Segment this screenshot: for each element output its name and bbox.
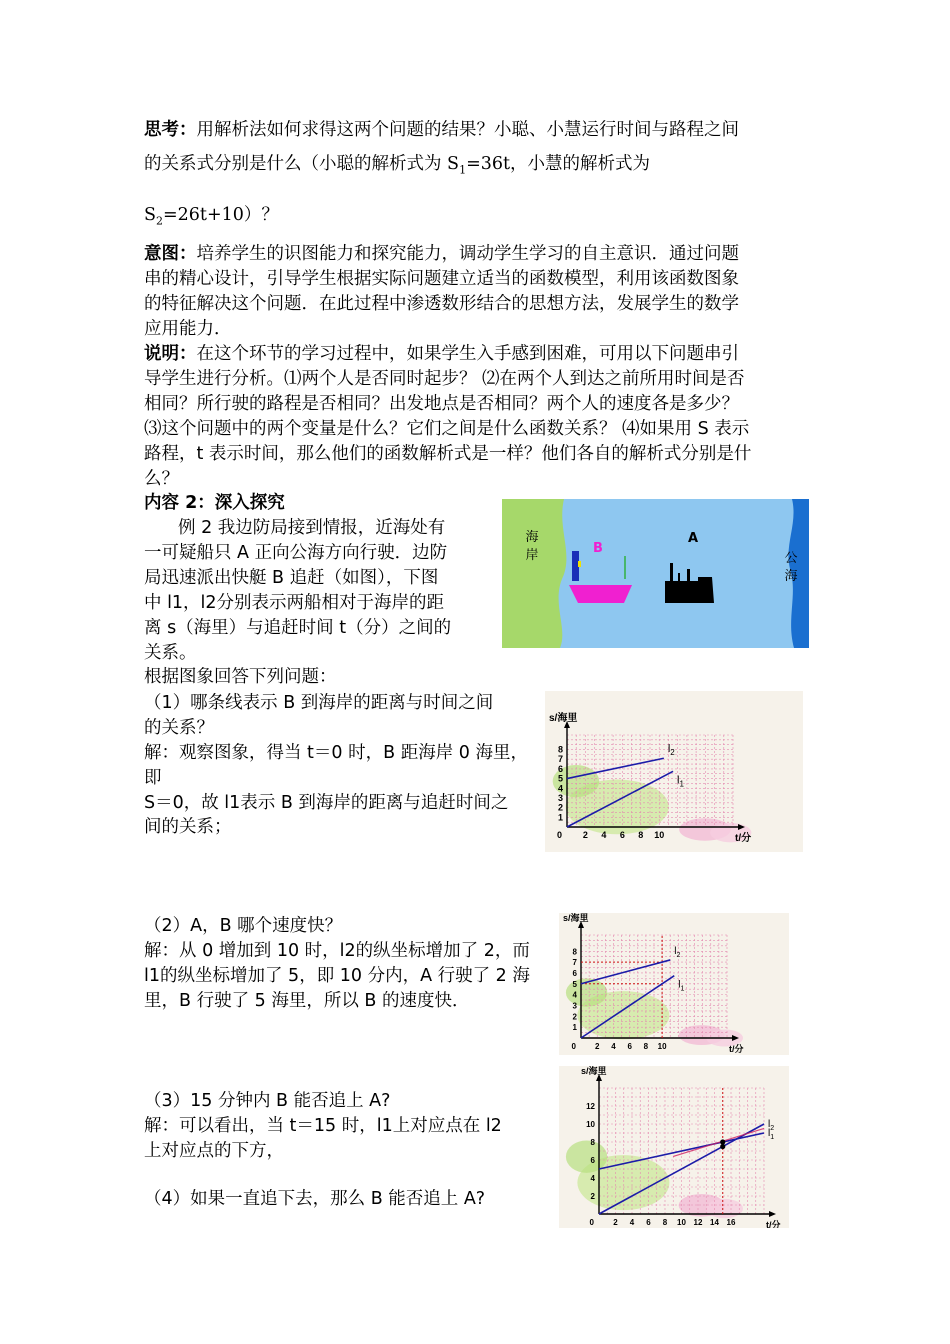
example-line-5: 离 s（海里）与追赶时间 t（分）之间的 [144, 618, 452, 638]
intent-line-1 [144, 242, 739, 266]
chase-scene-figure [502, 499, 809, 648]
x-tick-label: 6 [627, 1042, 632, 1051]
section-title: 内容 2：深入探究 [144, 493, 285, 513]
coast-label-char: 海 [525, 530, 539, 545]
origin-label: 0 [571, 1042, 576, 1051]
y-tick-label: 7 [572, 958, 577, 968]
coast-label-char: 岸 [525, 548, 539, 563]
q3-line-2: 解：可以看出，当 t＝15 时，l1上对应点在 l2 [144, 1116, 502, 1136]
boat-b-hull [569, 585, 632, 603]
note-label: 说明： [144, 344, 197, 364]
x-tick-label: 6 [619, 830, 625, 840]
answer-prompt: 根据图象回答下列问题： [144, 667, 337, 687]
note-line-4: ⑶这个问题中的两个变量是什么？它们之间是什么函数关系？ ⑷如果用 S 表示 [144, 419, 750, 439]
series-label-l2: $l_2$ [768, 1119, 775, 1132]
boat-a-label: A [687, 531, 699, 546]
q1-line-5: S＝0，故 l1表示 B 到海岸的距离与追赶时间之 [144, 793, 509, 813]
intent-line-2: 串的精心设计，引导学生根据实际问题建立适当的函数模型，利用该函数图象 [144, 269, 739, 289]
y-axis-title: s/海里 [549, 713, 578, 724]
x-axis-title: t/分 [729, 1044, 744, 1054]
y-tick-label: 3 [557, 792, 563, 803]
q4-line: （4）如果一直追下去，那么 B 能否追上 A? [144, 1189, 486, 1209]
series-label-sub: 1 [680, 985, 685, 993]
y-tick-label: 12 [586, 1102, 595, 1111]
chart-1-container [545, 691, 803, 852]
chart-2 [559, 913, 789, 1055]
q3-line-1: （3）15 分钟内 B 能否追上 A? [144, 1091, 391, 1111]
x-tick-label: 2 [613, 1218, 618, 1227]
series-label-sub: 2 [670, 748, 675, 758]
y-axis-title: s/海里 [563, 913, 589, 923]
example-line-3: 局迅速派出快艇 B 追赶（如图），下图 [144, 568, 439, 588]
series-label-sub: 2 [770, 1125, 775, 1132]
note-line-5: 路程，t 表示时间，那么他们的函数解析式是一样？他们各自的解析式分别是什 [144, 444, 752, 464]
x-tick-label: 2 [594, 1042, 600, 1051]
y-tick-label: 3 [572, 1001, 577, 1011]
q2-line-4: 里，B 行驶了 5 海里，所以 B 的速度快． [144, 991, 470, 1011]
y-tick-label: 1 [572, 1023, 577, 1033]
think-sub-1: 1 [459, 163, 467, 177]
y-tick-label: 2 [590, 1192, 595, 1201]
think-line-1 [144, 118, 739, 142]
series-label-l1: $l_1$ [768, 1128, 775, 1141]
y-tick-label: 6 [590, 1156, 595, 1165]
y-tick-label: 10 [586, 1120, 595, 1129]
x-tick-label: 2 [582, 830, 588, 840]
think-sub-2: 2 [156, 214, 163, 228]
x-tick-label: 6 [646, 1218, 651, 1227]
intersection-point [720, 1144, 725, 1149]
y-tick-label: 1 [557, 812, 563, 823]
boat-b-cabin [572, 551, 579, 581]
origin-label: 0 [556, 830, 562, 840]
chart-2-container [559, 913, 789, 1055]
think-line-2 [144, 152, 650, 183]
chase-scene-svg [502, 499, 809, 648]
y-tick-label: 2 [557, 802, 563, 813]
x-tick-label: 10 [657, 1042, 667, 1051]
think-label: 思考： [144, 120, 197, 140]
x-tick-label: 8 [643, 1042, 649, 1051]
x-tick-label: 12 [693, 1218, 703, 1227]
x-tick-label: 4 [601, 830, 607, 840]
y-tick-label: 8 [557, 744, 563, 755]
note-line-3: 相同？所行驶的路程是否相同？出发地点是否相同？两个人的速度各是多少？ [144, 394, 739, 414]
x-tick-label: 4 [629, 1218, 635, 1227]
y-tick-label: 5 [572, 979, 577, 989]
q2-line-2: 解：从 0 增加到 10 时，l2的纵坐标增加了 2，而 [144, 941, 530, 961]
think-text-3a: S [144, 205, 156, 225]
chart-3 [559, 1066, 789, 1228]
example-line-4: 中 l1，l2分别表示两船相对于海岸的距 [144, 593, 445, 613]
y-tick-label: 4 [572, 990, 577, 1000]
y-tick-label: 6 [557, 763, 563, 774]
note-line-2: 导学生进行分析。⑴两个人是否同时起步？ ⑵在两个人到达之前所用时间是否 [144, 369, 745, 389]
x-tick-label: 16 [726, 1218, 736, 1227]
x-tick-label: 8 [662, 1218, 668, 1227]
example-line-6: 关系。 [144, 643, 197, 663]
think-text-3b: =26t+10）？ [163, 205, 279, 225]
chart-3-container [559, 1066, 789, 1228]
sea-label-char: 公 [784, 551, 798, 566]
sea-label-char: 海 [784, 569, 798, 584]
chart-1 [545, 691, 803, 852]
x-axis-title: t/分 [766, 1220, 781, 1228]
boat-b-label: B [593, 541, 603, 556]
series-label-sub: 1 [770, 1134, 775, 1141]
q1-line-1: （1）哪条线表示 B 到海岸的距离与时间之间 [144, 693, 494, 713]
q2-line-1: （2）A，B 哪个速度快？ [144, 916, 343, 936]
q1-line-3: 解：观察图象，得当 t＝0 时，B 距海岸 0 海里， [144, 743, 528, 763]
example-line-2: 一可疑船只 A 正向公海方向行驶．边防 [144, 543, 448, 563]
q3-line-3: 上对应点的下方， [144, 1141, 284, 1161]
series-label-l2: $l_2$ [667, 743, 675, 758]
boat-b-window [578, 561, 581, 567]
coast-land [502, 499, 566, 648]
y-tick-label: 6 [572, 968, 577, 978]
y-tick-label: 5 [557, 773, 563, 784]
x-tick-label: 10 [677, 1218, 686, 1227]
note-text: 在这个环节的学习过程中，如果学生入手感到困难，可用以下问题串引 [196, 344, 739, 364]
series-label-sub: 2 [676, 951, 681, 959]
y-tick-label: 4 [590, 1174, 595, 1183]
intent-text: 培养学生的识图能力和探究能力，调动学生学习的自主意识．通过问题 [196, 244, 739, 264]
series-label-l1: $l_1$ [678, 979, 685, 993]
x-tick-label: 14 [710, 1218, 719, 1227]
intent-line-3: 的特征解决这个问题．在此过程中渗透数形结合的思想方法，发展学生的数学 [144, 294, 739, 314]
intent-line-4: 应用能力． [144, 319, 232, 339]
y-tick-label: 7 [557, 754, 563, 765]
y-tick-label: 4 [557, 783, 563, 794]
y-tick-label: 2 [572, 1012, 577, 1022]
think-text-2b: =36t，小慧的解析式为 [466, 154, 651, 174]
y-tick-label: 8 [590, 1138, 595, 1147]
q2-line-3: l1的纵坐标增加了 5，即 10 分内，A 行驶了 2 海 [144, 966, 530, 986]
x-tick-label: 10 [654, 830, 665, 840]
intersection-point [720, 1139, 725, 1144]
x-axis-title: t/分 [735, 833, 752, 844]
series-label-l2: $l_2$ [674, 945, 681, 959]
y-axis-title: s/海里 [581, 1066, 607, 1076]
think-text-1: 用解析法如何求得这两个问题的结果？小聪、小慧运行时间与路程之间 [196, 120, 739, 140]
think-line-3 [144, 203, 279, 234]
origin-label: 0 [589, 1218, 594, 1227]
example-line-1: 例 2 我边防局接到情报，近海处有 [178, 518, 446, 538]
x-tick-label: 8 [638, 830, 644, 840]
think-text-2a: 的关系式分别是什么（小聪的解析式为 S [144, 154, 460, 174]
intent-label: 意图： [144, 244, 197, 264]
series-label-sub: 1 [679, 779, 684, 789]
q1-line-4: 即 [144, 768, 162, 788]
q1-line-2: 的关系？ [144, 718, 214, 738]
flower-decoration [706, 1199, 743, 1218]
y-tick-label: 8 [572, 947, 577, 957]
note-line-6: 么？ [144, 469, 179, 489]
series-label-l1: $l_1$ [677, 774, 684, 789]
x-tick-label: 4 [611, 1042, 616, 1051]
note-line-1 [144, 342, 739, 366]
q1-line-6: 间的关系； [144, 817, 232, 837]
